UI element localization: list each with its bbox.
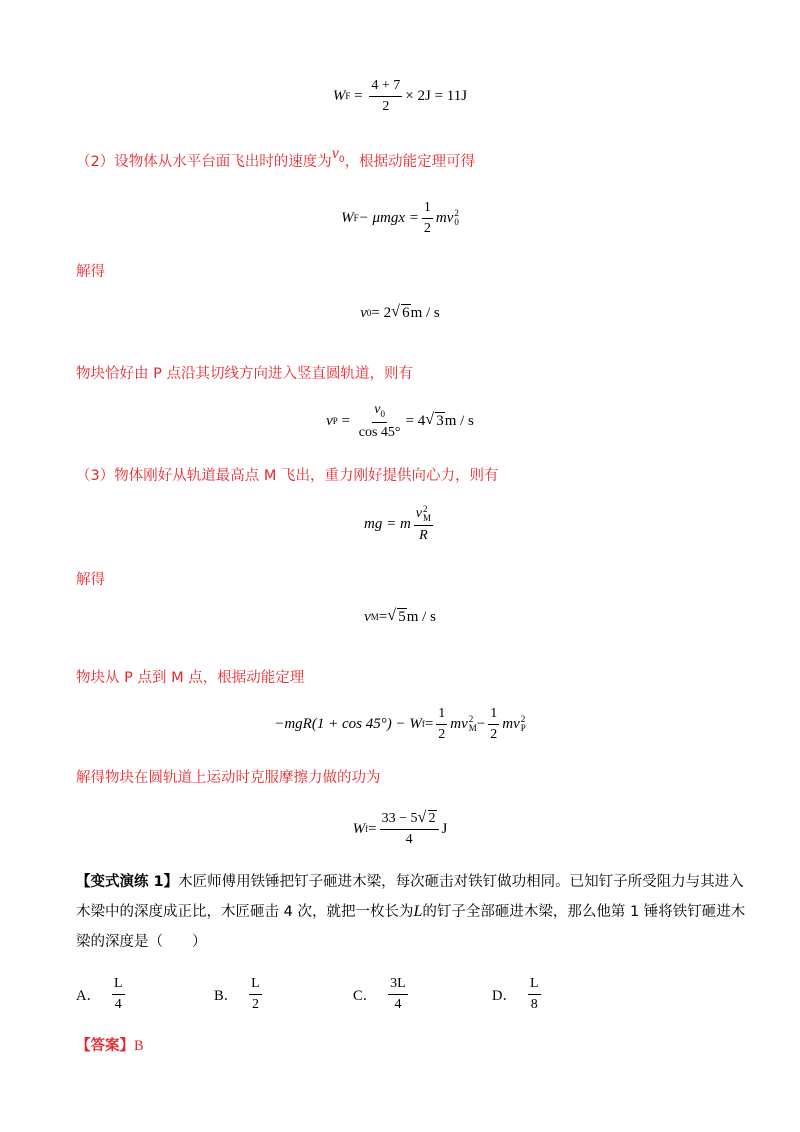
variant-line-3: 梁的深度是（ ） xyxy=(76,934,207,950)
sentence-point-p: 物块恰好由 P 点沿其切线方向进入竖直圆轨道，则有 xyxy=(76,366,413,382)
answer-value: B xyxy=(134,1038,144,1054)
option-d[interactable]: D． $\frac{L}{8}$ xyxy=(492,976,539,1012)
option-a[interactable]: A． $\frac{L}{4}$ xyxy=(76,976,123,1012)
part3-intro: （3）物体刚好从轨道最高点 M 飞出，重力刚好提供向心力，则有 xyxy=(76,468,499,484)
formula-centripetal: mg = m v 2 M R xyxy=(363,503,432,543)
formula-wf: W f = $\frac{33 - 5√ 2}{4}$ J xyxy=(0,806,800,852)
formula-vp: v P = $\frac{v_0}{\cos 45^\circ}$ = 4 √ 3 m / s xyxy=(0,400,800,442)
part2-intro: （2）设物体从水平台面飞出时的速度为$v^0$，根据动能定理可得 xyxy=(76,145,476,170)
option-c[interactable]: C． $\frac{3L}{4}$ xyxy=(353,976,406,1012)
variant-tag: 【变式演练 1】 xyxy=(76,874,179,890)
jiede-label-1: 解得 xyxy=(76,264,105,280)
answer-line xyxy=(76,1036,144,1056)
answer-options xyxy=(76,972,726,1016)
sentence-friction-work: 解得物块在圆轨道上运动时克服摩擦力做的功为 xyxy=(76,770,381,786)
formula-v0: v 0 = 2 √ 6 m / s xyxy=(0,300,800,326)
answer-tag: 【答案】 xyxy=(76,1038,134,1054)
formula-p-to-m-energy: −mgR(1 + cos 45°) − W f = $\frac{1}{2}$ mv 2 M − $\frac{1}{2}$ mv 2 P xyxy=(274,706,526,742)
variant-line-2: 木梁中的深度成正比，木匠砸击 4 次，就把一枚长为L的钉子全部砸进木梁，那么他第 1 锤将铁钉砸进木 xyxy=(76,903,746,920)
variant-line-1: 【变式演练 1】木匠师傅用铁锤把钉子砸进木梁，每次砸击对铁钉做功相同。已知钉子所受阻力与其进入 xyxy=(76,874,744,890)
formula-energy-theorem: W F − μmgx = $\frac{1}{2}$ mv 2 0 xyxy=(341,200,459,236)
option-b[interactable]: B． $\frac{L}{2}$ xyxy=(214,976,260,1012)
jiede-label-2: 解得 xyxy=(76,572,105,588)
formula-vm: v M = √ 5 m / s xyxy=(0,604,800,630)
sentence-p-to-m: 物块从 P 点到 M 点，根据动能定理 xyxy=(76,670,305,686)
formula-work-f: W F = $\frac{4 + 7}{2}$ × 2J = 11J xyxy=(332,78,468,114)
